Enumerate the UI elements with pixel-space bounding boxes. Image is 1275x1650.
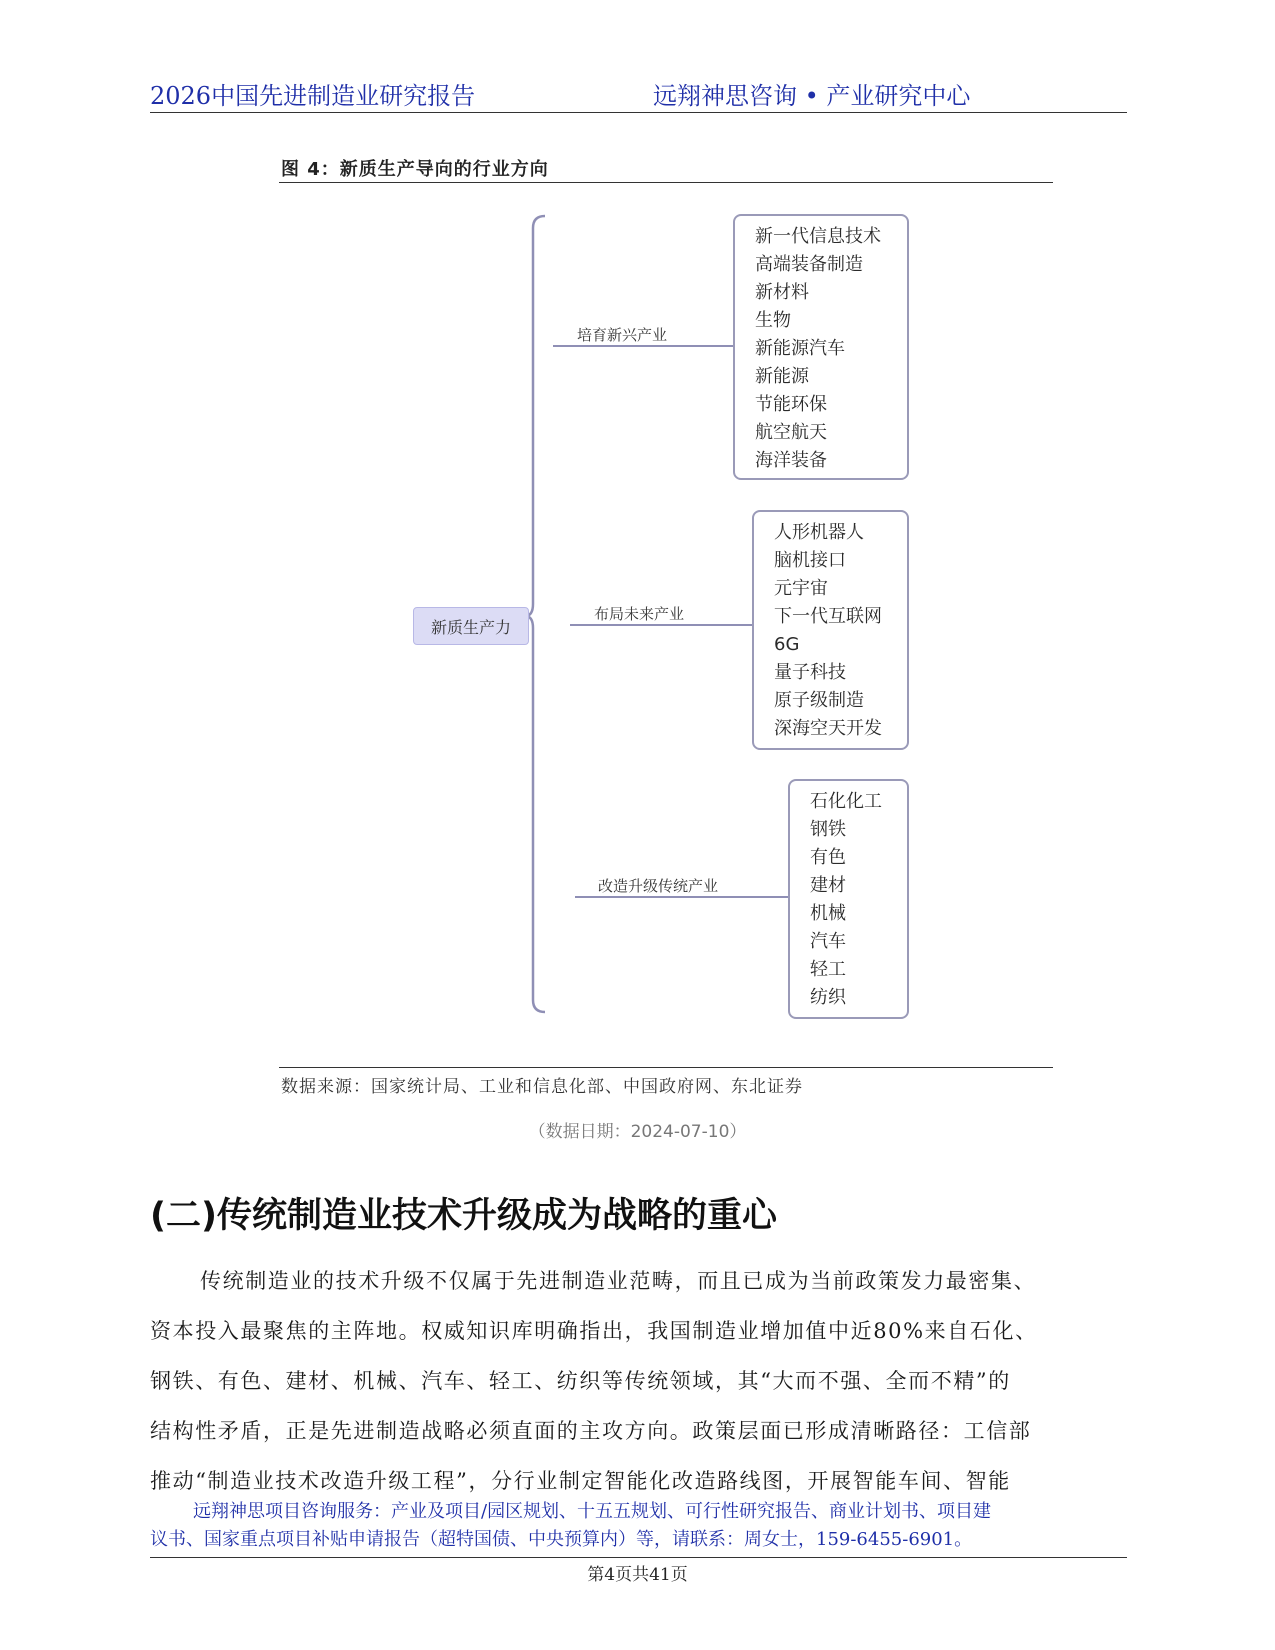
leaf-item: 新一代信息技术 [755,226,881,247]
leaf-item: 新能源 [755,366,809,387]
branch-label-future: 布局未来产业 [594,605,685,623]
leaf-item: 脑机接口 [774,550,846,571]
leaf-item: 原子级制造 [774,690,864,711]
leaf-item: 石化化工 [810,791,882,812]
leaf-box-traditional [788,779,909,1019]
paragraph-line: 推动“制造业技术改造升级工程”，分行业制定智能化改造路线图，开展智能车间、智能 [150,1469,1011,1493]
branch-label-traditional: 改造升级传统产业 [598,877,719,895]
leaf-item: 有色 [810,847,846,868]
figure-title: 图 4：新质生产导向的行业方向 [281,159,549,180]
leaf-item: 建材 [810,875,846,896]
header-report-title: 2026中国先进制造业研究报告 [150,82,476,110]
footer-promo-line: 远翔神思项目咨询服务：产业及项目/园区规划、十五五规划、可行性研究报告、商业计划书、项目建 [193,1501,992,1522]
leaf-item: 轻工 [810,959,846,980]
figure-bottom-rule [279,1067,1053,1068]
leaf-item: 航空航天 [755,422,827,443]
leaf-item: 高端装备制造 [755,254,863,275]
leaf-item: 生物 [755,310,791,331]
leaf-item: 新材料 [755,282,809,303]
leaf-box-emerging [733,214,909,480]
figure-date: （数据日期：2024-07-10） [528,1122,747,1142]
paragraph-line: 钢铁、有色、建材、机械、汽车、轻工、纺织等传统领域，其“大而不强、全而不精”的 [150,1369,1011,1393]
leaf-item: 6G [774,634,800,655]
leaf-item: 汽车 [810,931,846,952]
header-org-name: 远翔神思咨询 • 产业研究中心 [653,82,971,110]
leaf-item: 钢铁 [810,819,846,840]
leaf-item: 节能环保 [755,394,827,415]
leaf-item: 人形机器人 [774,522,864,543]
branch-label-emerging: 培育新兴产业 [577,326,668,344]
page-number: 第4页共41页 [587,1565,688,1585]
figure-source: 数据来源：国家统计局、工业和信息化部、中国政府网、东北证券 [281,1077,803,1097]
leaf-item: 下一代互联网 [774,606,882,627]
paragraph-line: 传统制造业的技术升级不仅属于先进制造业范畴，而且已成为当前政策发力最密集、 [200,1269,1037,1293]
leaf-item: 元宇宙 [774,578,828,599]
leaf-item: 机械 [810,903,846,924]
leaf-item: 深海空天开发 [774,718,882,739]
paragraph-line: 资本投入最聚焦的主阵地。权威知识库明确指出，我国制造业增加值中近80%来自石化、 [150,1319,1038,1343]
footer-divider [150,1557,1127,1558]
section-heading: (二)传统制造业技术升级成为战略的重心 [150,1196,777,1236]
leaf-item: 量子科技 [774,662,846,683]
mindmap-root-node: 新质生产力 [413,607,529,645]
leaf-item: 新能源汽车 [755,338,845,359]
footer-promo-line: 议书、国家重点项目补贴申请报告（超特国债、中央预算内）等，请联系：周女士，159-6455-6901。 [150,1529,973,1550]
leaf-item: 海洋装备 [755,450,827,471]
leaf-item: 纺织 [810,987,846,1008]
paragraph-line: 结构性矛盾，正是先进制造战略必须直面的主攻方向。政策层面已形成清晰路径：工信部 [150,1419,1032,1443]
leaf-box-future [752,510,909,750]
